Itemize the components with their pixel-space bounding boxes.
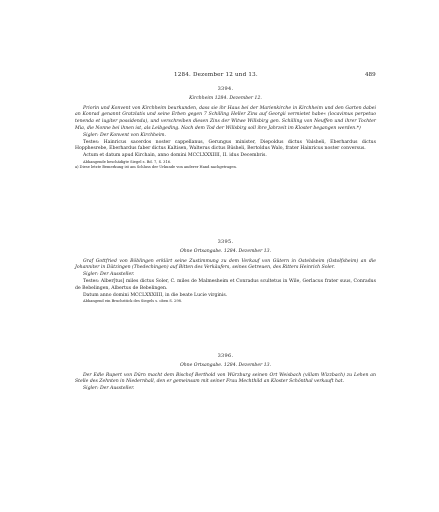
charter-sigler: Sigler: Der Aussteller. — [83, 386, 135, 392]
charter-seal-note: Abhangende beschädigte Siegel s. Bd. 7, S. 316. — [83, 159, 172, 164]
charter-actum: Actum et datum apud Kirchain, anno domini MCCLXXXIIII, II. idus Decembris. — [83, 153, 267, 159]
charter-place-date: Ohne Ortsangabe. 1284. Dezember 13. — [179, 248, 272, 254]
charter-number: 3396. — [217, 353, 234, 359]
charter-regest: Graf Gottfried von Böblingen erklärt seine Zustimmung zu dem Verkauf von Gütern in Ostelsheim (Ostolfsheim) an die Johanniter in Dätzingen (Thedechingen) auf Bitten des Verkäufers, seines Getreuen, des Ritters Heinrich Soler. — [75, 258, 376, 271]
page-number: 489 — [365, 72, 376, 78]
header-title: 1284. Dezember 12 und 13. — [174, 72, 258, 78]
charter-regest: Der Edle Rupert von Dürn macht dem Bischof Berthold von Würzburg seinen Ort Weisbach (villam Wizzbach) zu Lehen an Stelle des Zehnten in Niedernhall, den er gemeinsam mit seiner Frau Mechthild an Kloster Schönthal verkauft hat. — [75, 372, 376, 385]
charter-place-date: Kirchheim 1284. Dezember 12. — [189, 95, 262, 101]
charter-seal-note: Abhangend ein Bruchstück des Siegels s. oben S. 298. — [83, 299, 183, 304]
running-header — [0, 72, 439, 82]
charter-footnote: a) Diese letzte Bemerkung ist am Schluss der Urkunde von anderer Hand nachgetragen. — [75, 165, 237, 170]
charter-regest: Priorin und Konvent von Kirchheim beurkunden, dass sie ihr Haus bei der Marienkirche in Kirchheim und den Garten dabei an Konrad genannt Gratzlatis und seine Erben gegen 7 Schilling Heller Zins auf Georgii vermietet habe« (locavimus perpetuo tenenda et iugiter possidenda), und verschreiben diesen Zins der Witwe Willsbirg gen. Schilling von Neuffen und ihrer Tochter Mia, die Nonne bei ihnen ist, als Leibgeding. Nach dem Tod der Willsbirg soll ihre Jahrzeit im Kloster begangen werden.*) — [75, 105, 376, 131]
charter-number: 3395. — [217, 239, 234, 245]
charter-sigler: Sigler: Der Konvent von Kirchheim. — [83, 132, 166, 138]
charter-number: 3394. — [217, 86, 234, 92]
charter-3395 — [75, 239, 376, 305]
charter-datum: Datum anno domini MCCLXXXIIII, in die beate Lucie virginis. — [83, 292, 228, 298]
charter-3394 — [75, 86, 376, 171]
charter-testes: Testes: Alber[tus] miles dictus Soler, C. miles de Malmesheim et Conradus scultetus in Wile, Gerlacus frater suus, Conradus de Bebelingen, Albertus de Bebelingen. — [75, 278, 376, 291]
charter-place-date: Ohne Ortsangabe. 1284. Dezember 13. — [179, 362, 272, 368]
charter-testes: Testes: Hainricus sacerdos noster cappellanus, Gerungus minister, Diepoldus dictus Valsheli, Eberhardus dictus Hopphesrebe, Eberhardus faber dictus Kaltisen, Walterus dictus Büsheli, Bertoldus Walo, frater Hainricus noster conversus. — [75, 139, 376, 152]
charter-sigler: Sigler: Der Aussteller. — [83, 272, 135, 278]
charter-3396 — [75, 353, 376, 393]
